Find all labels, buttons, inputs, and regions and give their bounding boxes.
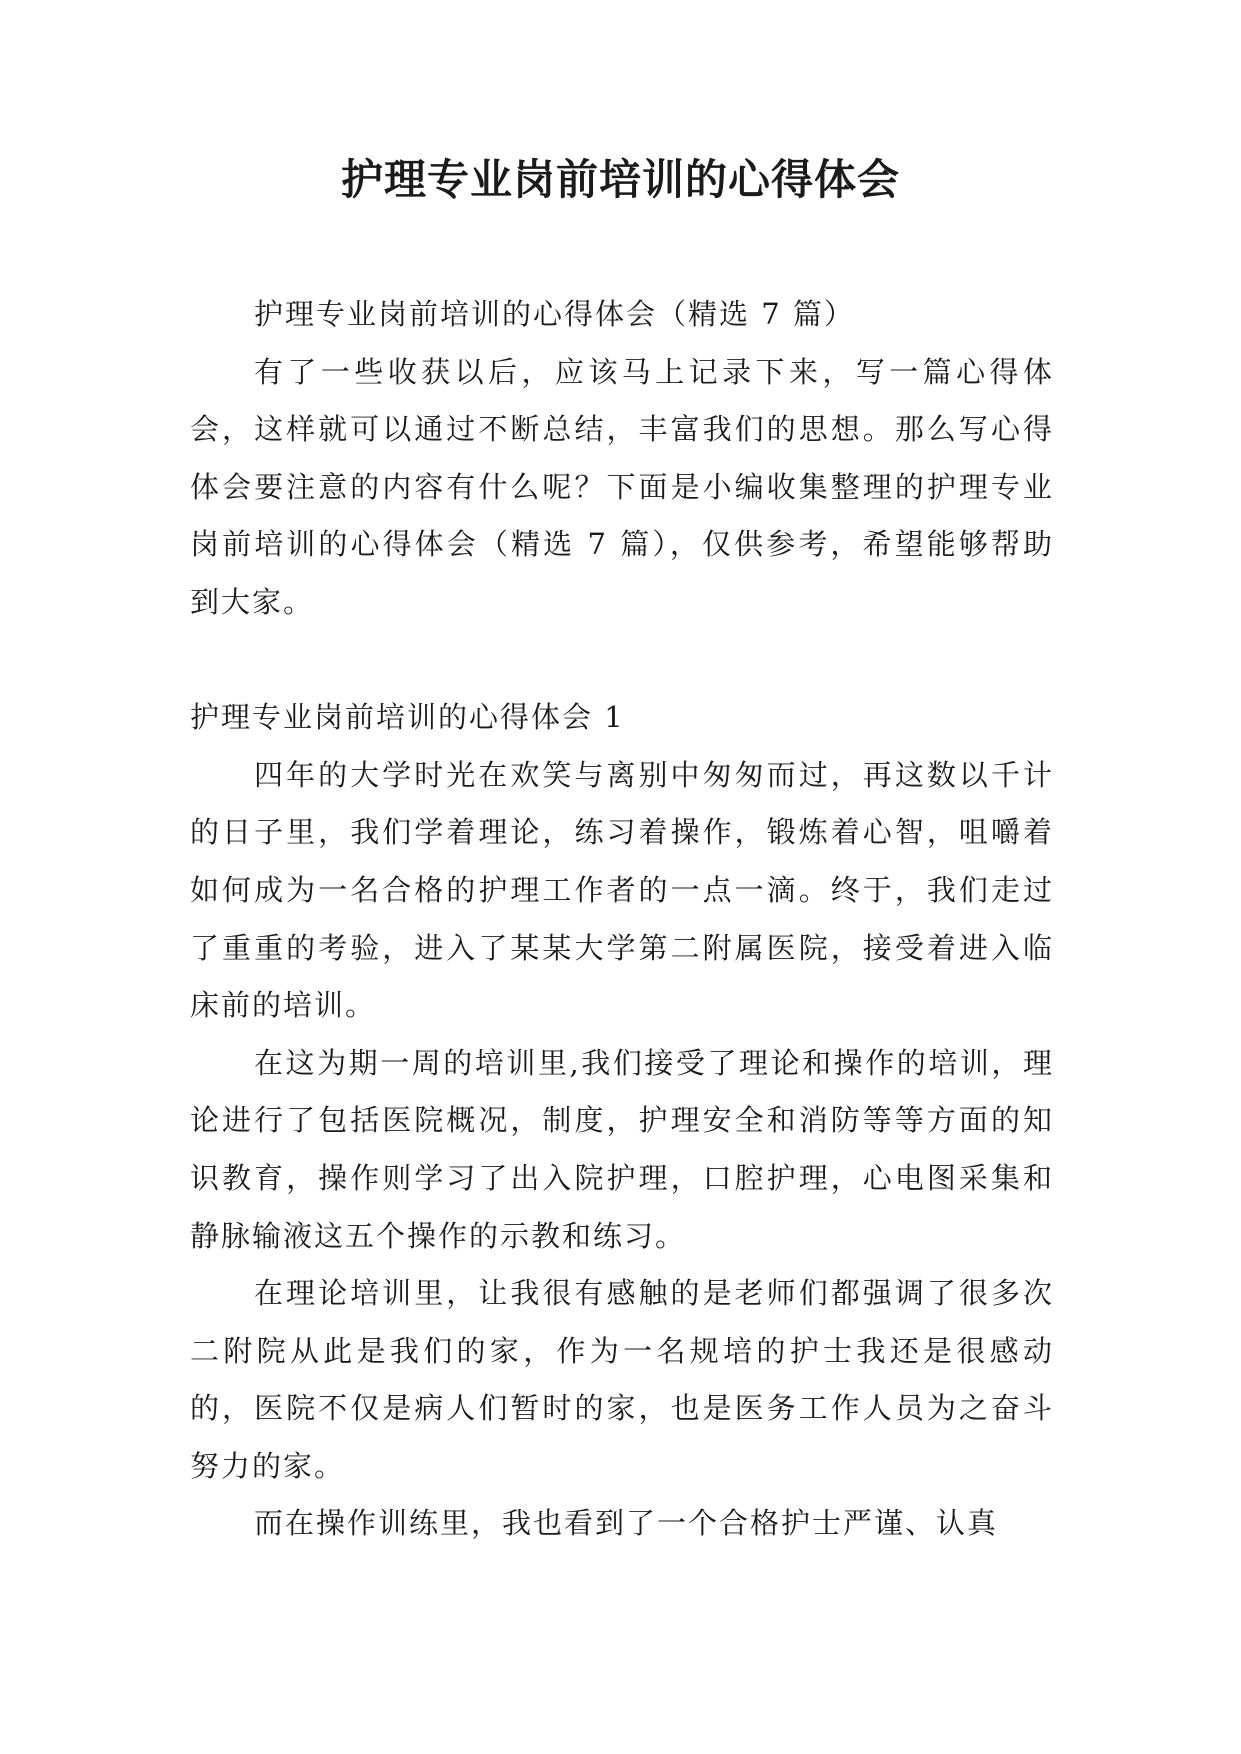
paragraph-spacer bbox=[190, 632, 1054, 690]
document-title: 护理专业岗前培训的心得体会 bbox=[340, 155, 900, 204]
section-paragraph-4: 而在操作训练里，我也看到了一个合格护士严谨、认真 bbox=[254, 1506, 999, 1541]
section-paragraph-3: 在理论培训里，让我很有感触的是老师们都强调了很多次二附院从此是我们的家，作为一名规培的护士我还是很感动的，医院不仅是病人们暂时的家，也是医务工作人员为之奋斗努力的家。 bbox=[190, 1276, 1054, 1483]
document-body bbox=[190, 286, 1054, 1553]
section-paragraph-2: 在这为期一周的培训里,我们接受了理论和操作的培训，理论进行了包括医院概况，制度，护理安全和消防等等方面的知识教育，操作则学习了出入院护理，口腔护理，心电图采集和静脉输液这五个操作的示教和练习。 bbox=[190, 1045, 1054, 1253]
intro-paragraph: 有了一些收获以后，应该马上记录下来，写一篇心得体会，这样就可以通过不断总结，丰富我们的思想。那么写心得体会要注意的内容有什么呢？下面是小编收集整理的护理专业岗前培训的心得体会（精选 7 篇），仅供参考，希望能够帮助到大家。 bbox=[190, 354, 1054, 619]
subtitle-paragraph: 护理专业岗前培训的心得体会（精选 7 篇） bbox=[254, 297, 855, 331]
section-paragraph-1: 四年的大学时光在欢笑与离别中匆匆而过，再这数以千计的日子里，我们学着理论，练习着操作，锻炼着心智，咀嚼着如何成为一名合格的护理工作者的一点一滴。终于，我们走过了重重的考验，进入了某某大学第二附属医院，接受着进入临床前的培训。 bbox=[190, 757, 1054, 1023]
section-heading: 护理专业岗前培训的心得体会 1 bbox=[190, 700, 625, 735]
